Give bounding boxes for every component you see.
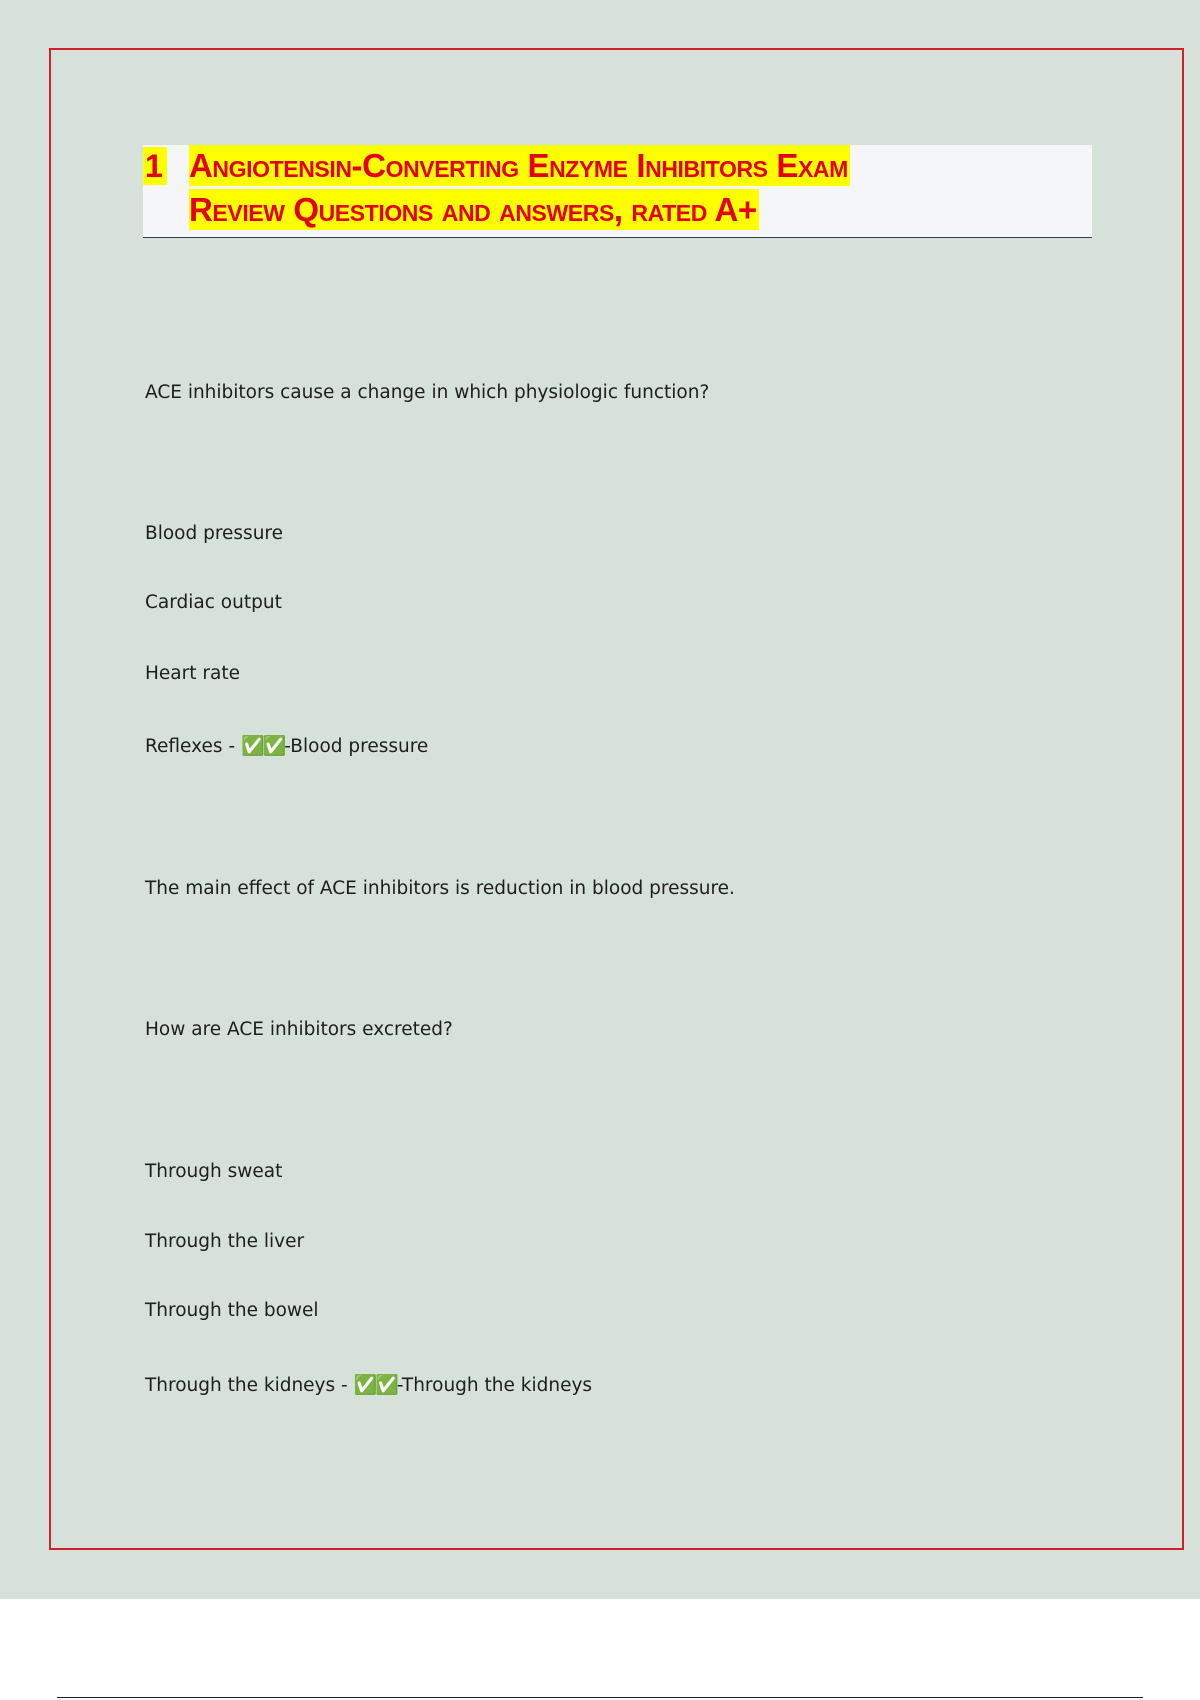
footer-rule <box>57 1697 1143 1698</box>
q2-answer: -Through the kidneys <box>396 1375 593 1396</box>
q2-option-1: Through sweat <box>145 1161 283 1182</box>
check-mark-icon: ✅✅ <box>240 735 285 757</box>
q1-option-4: Reflexes - <box>145 736 241 757</box>
document-title <box>143 145 1092 238</box>
q1-option-1: Blood pressure <box>145 523 284 544</box>
q2-option-4-with-answer <box>145 1373 592 1398</box>
q1-answer: -Blood pressure <box>284 736 429 757</box>
title-line-2: Review Questions and answers, rated A+ <box>189 191 757 228</box>
q1-option-2: Cardiac output <box>145 592 282 613</box>
q1-option-4-with-answer <box>145 734 428 759</box>
page-border <box>49 48 1184 1550</box>
q1-explanation: The main effect of ACE inhibitors is reduction in blood pressure. <box>145 878 735 899</box>
q2-option-2: Through the liver <box>145 1231 305 1252</box>
heading-number: 1 <box>143 147 167 185</box>
q1-option-3: Heart rate <box>145 663 240 684</box>
title-line-1: Angiotensin-Converting Enzyme Inhibitors Exam <box>189 147 848 184</box>
question-1: ACE inhibitors cause a change in which physiologic function? <box>145 382 710 403</box>
q2-option-4: Through the kidneys - <box>145 1375 354 1396</box>
check-mark-icon: ✅✅ <box>353 1374 397 1396</box>
q2-option-3: Through the bowel <box>145 1300 319 1321</box>
question-2: How are ACE inhibitors excreted? <box>145 1019 453 1040</box>
